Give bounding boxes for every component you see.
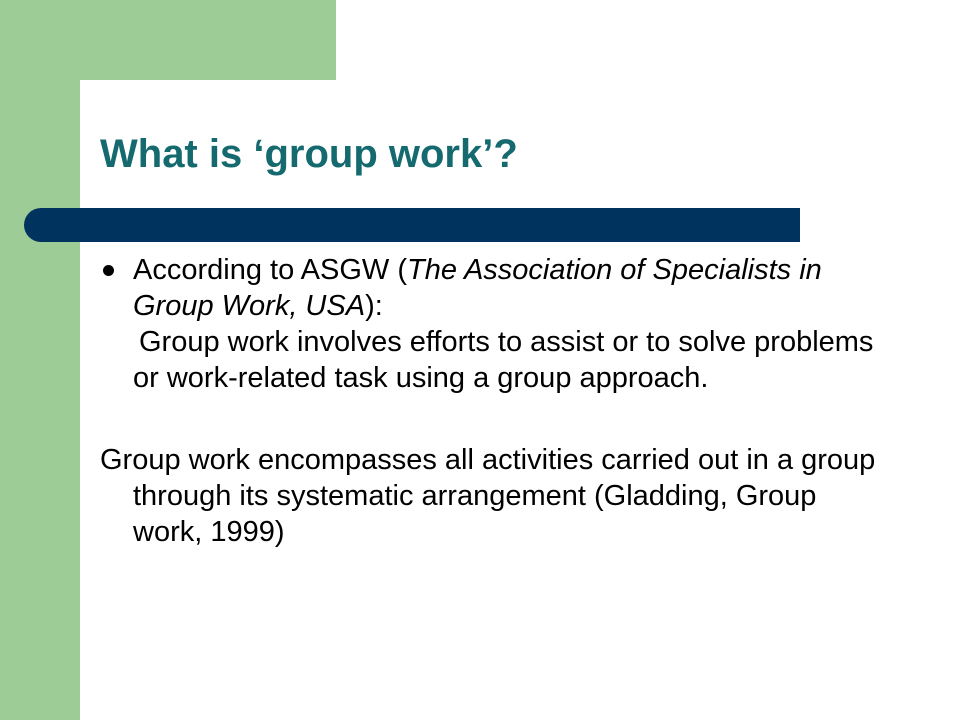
bullet-dot-icon: [103, 265, 114, 276]
encompasses-text: Group work encompasses all activities carried out in a group through its systematic arrangement (Gladding, Group work, 1999): [100, 444, 876, 548]
slide-title: What is ‘group work’?: [100, 132, 518, 176]
bullet-outro-text: ):: [365, 290, 383, 322]
bullet-intro-text: According to ASGW (: [133, 254, 407, 286]
encompasses-paragraph: [100, 442, 880, 550]
definition-text: Group work involves efforts to assist or to solve problems or work-related task using a group approach.: [133, 326, 874, 394]
paragraph-spacer: [100, 396, 880, 442]
top-green-band: [80, 0, 336, 80]
definition-paragraph: [100, 324, 880, 396]
slide-body: [100, 252, 880, 550]
bullet-org-name: The Association of Specialists in Group Work, USA: [133, 254, 822, 322]
left-green-band: [0, 0, 80, 720]
bullet-asgw: [100, 252, 880, 324]
title-underline-bar: [24, 208, 800, 242]
